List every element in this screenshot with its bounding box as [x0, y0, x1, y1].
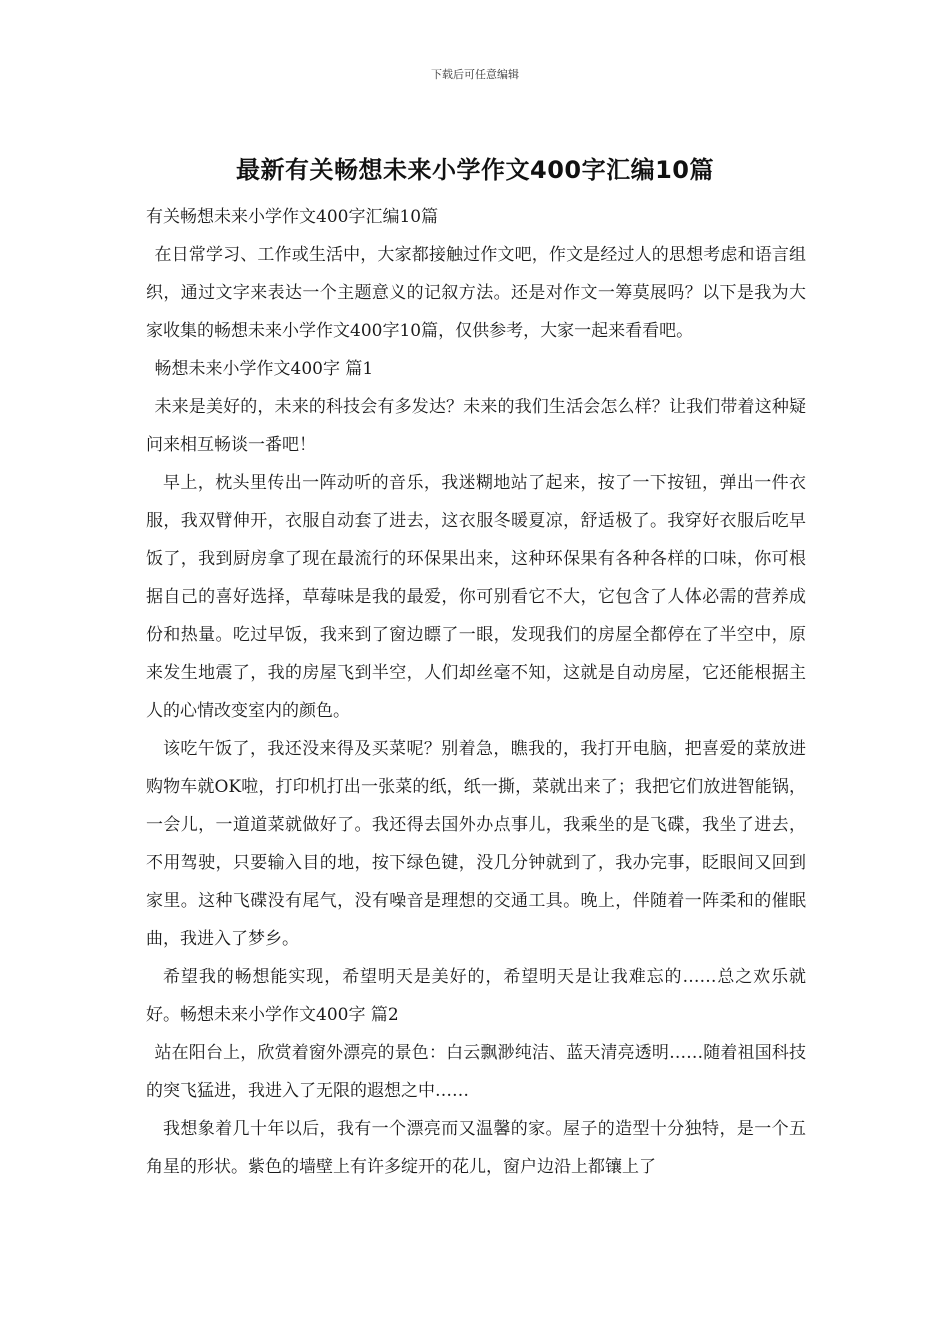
body-paragraph: 站在阳台上，欣赏着窗外漂亮的景色：白云飘渺纯洁、蓝天清亮透明……随着祖国科技的突飞猛进，我进入了无限的遐想之中…… — [146, 1043, 806, 1101]
body-paragraph: 未来是美好的，未来的科技会有多发达？未来的我们生活会怎么样？让我们带着这种疑问来相互畅谈一番吧！ — [146, 397, 806, 455]
subtitle-paragraph: 有关畅想未来小学作文400字汇编10篇 — [146, 207, 439, 227]
document-body — [146, 198, 806, 1186]
body-paragraph: 该吃午饭了，我还没来得及买菜呢？别着急，瞧我的，我打开电脑，把喜爱的菜放进购物车就OK啦，打印机打出一张菜的纸，纸一撕，菜就出来了；我把它们放进智能锅，一会儿，一道道菜就做好了。我还得去国外办点事儿，我乘坐的是飞碟，我坐了进去，不用驾驶，只要输入目的地，按下绿色键，没几分钟就到了，我办完事，眨眼间又回到家里。这种飞碟没有尾气，没有噪音是理想的交通工具。晚上，伴随着一阵柔和的催眠曲，我进入了梦乡。 — [146, 739, 806, 949]
body-paragraph: 早上，枕头里传出一阵动听的音乐，我迷糊地站了起来，按了一下按钮，弹出一件衣服，我双臂伸开，衣服自动套了进去，这衣服冬暖夏凉，舒适极了。我穿好衣服后吃早饭了，我到厨房拿了现在最流行的环保果出来，这种环保果有各种各样的口味，你可根据自己的喜好选择，草莓味是我的最爱，你可别看它不大，它包含了人体必需的营养成份和热量。吃过早饭，我来到了窗边瞟了一眼，发现我们的房屋全都停在了半空中，原来发生地震了，我的房屋飞到半空，人们却丝毫不知，这就是自动房屋，它还能根据主人的心情改变室内的颜色。 — [146, 473, 806, 721]
section-heading: 畅想未来小学作文400字 篇1 — [154, 359, 374, 379]
header-note: 下载后可任意编辑 — [431, 68, 519, 81]
body-paragraph: 我想象着几十年以后，我有一个漂亮而又温馨的家。屋子的造型十分独特，是一个五角星的形状。紫色的墙壁上有许多绽开的花儿，窗户边沿上都镶上了 — [146, 1119, 806, 1177]
body-paragraph: 希望我的畅想能实现，希望明天是美好的，希望明天是让我难忘的……总之欢乐就好。畅想未来小学作文400字 篇2 — [146, 967, 806, 1025]
document-title: 最新有关畅想未来小学作文400字汇编10篇 — [236, 156, 714, 184]
intro-paragraph: 在日常学习、工作或生活中，大家都接触过作文吧，作文是经过人的思想考虑和语言组织，通过文字来表达一个主题意义的记叙方法。还是对作文一筹莫展吗？以下是我为大家收集的畅想未来小学作文400字10篇，仅供参考，大家一起来看看吧。 — [146, 245, 806, 341]
